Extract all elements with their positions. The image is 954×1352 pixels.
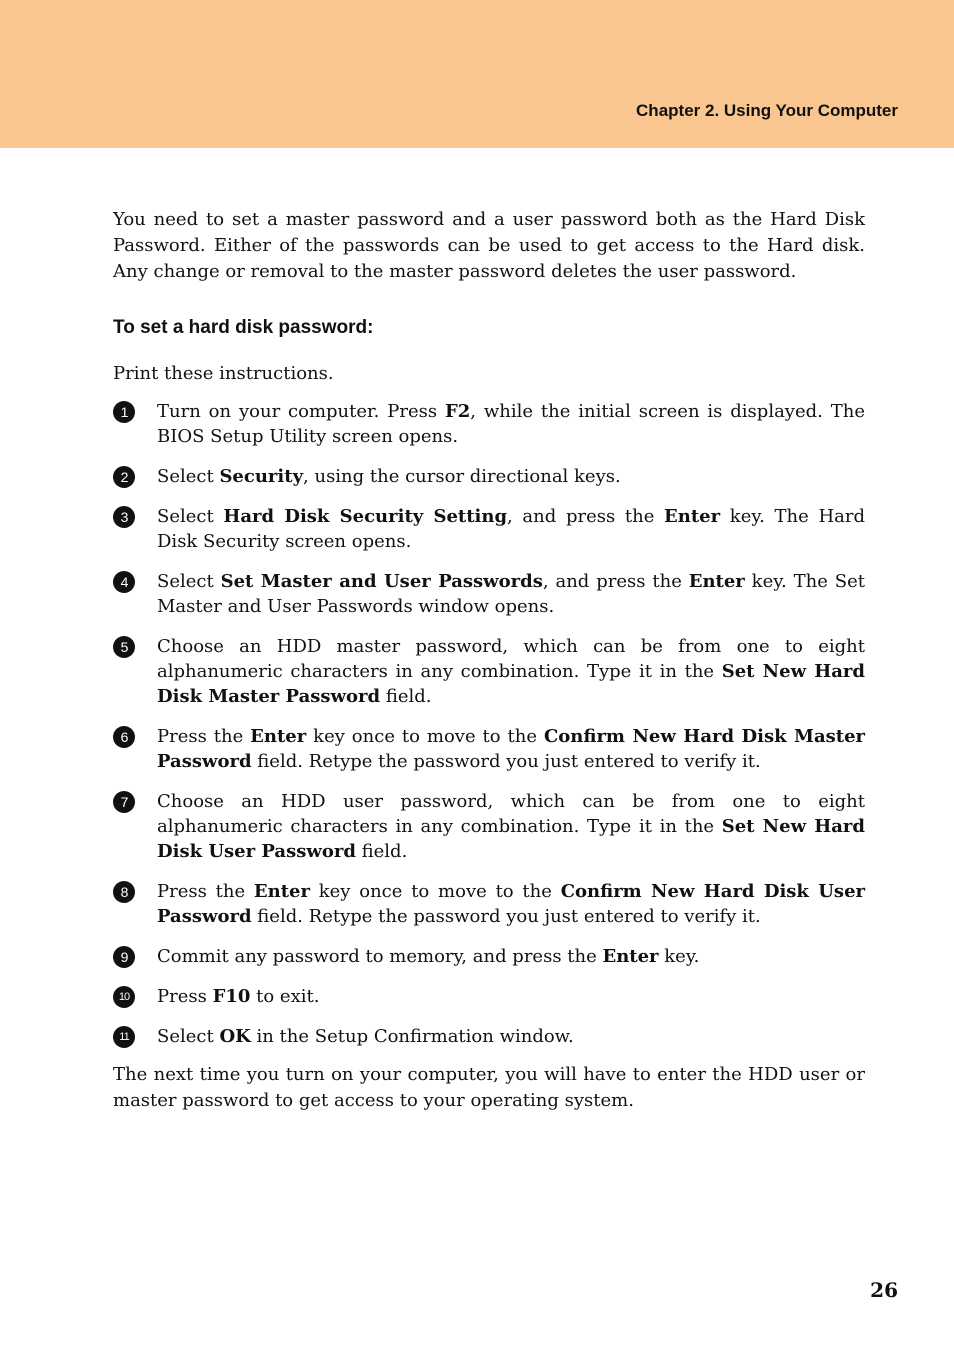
step-text: key. The Hard Disk Security screen opens. [157, 506, 866, 552]
step-keyword: Enter [688, 571, 745, 592]
step-keyword: F10 [212, 986, 251, 1007]
step-text: Select [157, 1026, 220, 1047]
step-text: key. [658, 946, 700, 967]
step-number-badge: 10 [113, 986, 135, 1008]
step-text: field. [355, 841, 408, 862]
step-text: field. [380, 686, 432, 707]
step-keyword: Enter [253, 881, 310, 902]
step-text: Choose an HDD user password, which can be from one to eight alphanumeric characters in any combination. Type it in the [157, 791, 865, 837]
step-item [113, 569, 865, 619]
step-keyword: Set New Hard Disk User Password [157, 816, 865, 862]
step-keyword: Security [219, 466, 304, 487]
step-item [113, 984, 865, 1009]
step-text: Select [157, 506, 224, 527]
step-text: Select [157, 466, 220, 487]
step-text: , while the initial screen is displayed. The BIOS Setup Utility screen opens. [157, 401, 865, 447]
page-content [113, 207, 865, 1114]
step-text: Select [157, 571, 221, 592]
step-text: Turn on your computer. Press [157, 401, 445, 422]
step-item [113, 399, 865, 449]
step-text: , and press the [542, 571, 689, 592]
step-number-badge: 6 [113, 726, 135, 748]
step-number-badge: 4 [113, 571, 135, 593]
page-number: 26 [870, 1278, 898, 1302]
step-item [113, 944, 865, 969]
step-keyword: Enter [664, 506, 721, 527]
step-text: field. Retype the password you just entered to verify it. [251, 751, 761, 772]
step-keyword: Enter [602, 946, 659, 967]
step-keyword: Confirm New Hard Disk Master Password [157, 726, 866, 772]
step-text: field. Retype the password you just entered to verify it. [251, 906, 761, 927]
step-text: key once to move to the [306, 726, 544, 747]
step-text: Choose an HDD master password, which can be from one to eight alphanumeric characters in any combination. Type it in the [157, 636, 865, 682]
step-number-badge: 8 [113, 881, 135, 903]
chapter-header-band [0, 0, 954, 148]
step-item [113, 789, 865, 864]
closing-paragraph: The next time you turn on your computer, you will have to enter the HDD user or master password to get access to your operating system. [113, 1064, 865, 1111]
step-text: to exit. [250, 986, 320, 1007]
step-number-badge: 3 [113, 506, 135, 528]
step-text: Press [157, 986, 213, 1007]
step-text: key. The Set Master and User Passwords window opens. [157, 571, 865, 617]
step-number-badge: 2 [113, 466, 135, 488]
step-keyword: OK [219, 1026, 251, 1047]
step-text: , and press the [507, 506, 665, 527]
step-item [113, 504, 865, 554]
step-keyword: Set Master and User Passwords [220, 571, 543, 592]
chapter-title: Chapter 2. Using Your Computer [636, 101, 898, 120]
step-keyword: Set New Hard Disk Master Password [157, 661, 865, 707]
step-item [113, 1024, 865, 1049]
step-text: in the Setup Confirmation window. [250, 1026, 574, 1047]
step-number-badge: 11 [113, 1026, 135, 1048]
step-keyword: Enter [250, 726, 307, 747]
print-instructions-line: Print these instructions. [113, 363, 334, 384]
step-text: Commit any password to memory, and press the [157, 946, 603, 967]
step-keyword: Confirm New Hard Disk User Password [157, 881, 865, 927]
step-keyword: F2 [444, 401, 471, 422]
step-number-badge: 9 [113, 946, 135, 968]
step-item [113, 724, 865, 774]
step-item [113, 634, 865, 709]
step-number-badge: 1 [113, 401, 135, 423]
step-text: Press the [157, 881, 254, 902]
step-text: Press the [157, 726, 251, 747]
step-number-badge: 5 [113, 636, 135, 658]
step-item [113, 464, 865, 489]
step-text: key once to move to the [309, 881, 561, 902]
section-heading: To set a hard disk password: [113, 317, 374, 338]
steps-list [113, 399, 865, 1049]
step-item [113, 879, 865, 929]
step-keyword: Hard Disk Security Setting [223, 506, 508, 527]
step-text: , using the cursor directional keys. [303, 466, 621, 487]
intro-paragraph: You need to set a master password and a user password both as the Hard Disk Password. Either of the passwords can be used to get access to the Hard disk. Any change or removal to the master password deletes the user password. [113, 209, 865, 282]
step-number-badge: 7 [113, 791, 135, 813]
